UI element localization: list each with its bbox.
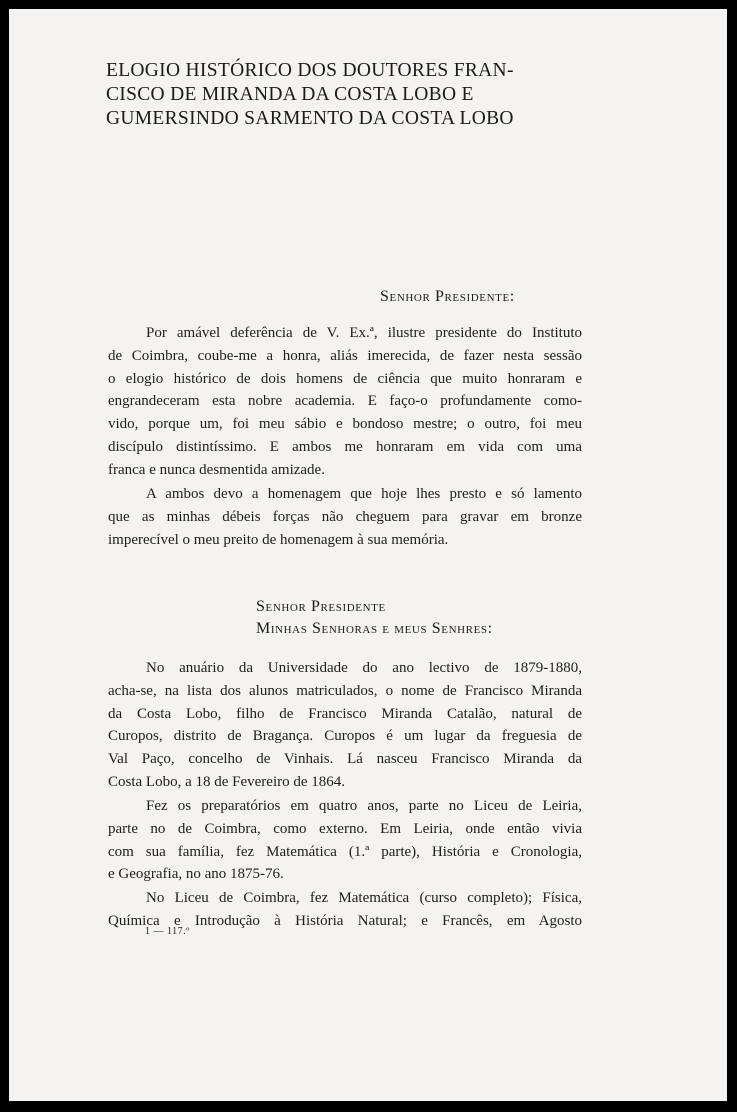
document-title	[106, 59, 606, 131]
text-line: Val Paço, concelho de Vinhais. Lá nasceu Francisco Miranda da	[108, 751, 582, 768]
text-line: Curopos, distrito de Bragança. Curopos é um lugar da freguesia de	[108, 728, 582, 745]
paragraph-4	[108, 795, 582, 886]
text-line: imperecível o meu preito de homenagem à sua memória.	[108, 531, 449, 548]
title-line: ELOGIO HISTÓRICO DOS DOUTORES FRAN-	[106, 60, 514, 81]
text-line: Costa Lobo, a 18 de Fevereiro de 1864.	[108, 773, 346, 790]
text-line: franca e nunca desmentida amizade.	[108, 461, 325, 478]
text-line: acha-se, na lista dos alunos matriculados, o nome de Francisco Miranda	[108, 682, 582, 699]
paragraph-3	[108, 657, 582, 794]
text-line: Química e Introdução à História Natural; e Francês, em Agosto	[108, 912, 582, 929]
text-line: engrandeceram esta nobre academia. E faço-o profundamente como-	[108, 393, 582, 410]
text-line: da Costa Lobo, filho de Francisco Miranda Catalão, natural de	[108, 705, 582, 722]
text-line: No anuário da Universidade do ano lectivo de 1879-1880,	[146, 660, 582, 676]
text-line: A ambos devo a homenagem que hoje lhes presto e só lamento	[146, 486, 582, 502]
text-line: discípulo distintíssimo. E ambos me honraram em vida com uma	[108, 438, 582, 455]
text-line: de Coimbra, coube-me a honra, aliás imerecida, de fazer nesta sessão	[108, 347, 582, 364]
text-line: vido, porque um, foi meu sábio e bondoso mestre; o outro, foi meu	[108, 416, 582, 433]
salutation-audience: Minhas Senhoras e meus Senhres:	[256, 620, 493, 637]
text-line: com sua família, fez Matemática (1.ª parte), História e Cronologia,	[108, 843, 582, 860]
signature-mark: 1 — 117.º	[145, 926, 190, 937]
title-line: GUMERSINDO SARMENTO DA COSTA LOBO	[106, 108, 514, 129]
text-line: No Liceu de Coimbra, fez Matemática (curso completo); Física,	[146, 890, 582, 906]
salutation-president: Senhor Presidente:	[380, 288, 515, 305]
paragraph-1	[108, 322, 582, 482]
text-line: parte no de Coimbra, como externo. Em Leiria, onde então vivia	[108, 820, 582, 837]
text-line: Fez os preparatórios em quatro anos, parte no Liceu de Leiria,	[146, 798, 582, 814]
text-line: o elogio histórico de dois homens de ciência que muito honraram e	[108, 370, 582, 387]
paragraph-2	[108, 483, 582, 551]
text-line: e Geografia, no ano 1875-76.	[108, 866, 284, 883]
salutation-president-2: Senhor Presidente	[256, 598, 386, 615]
document-page	[9, 9, 727, 1101]
title-line: CISCO DE MIRANDA DA COSTA LOBO E	[106, 84, 474, 105]
text-line: Por amável deferência de V. Ex.ª, ilustre presidente do Instituto	[146, 325, 582, 341]
text-line: que as minhas débeis forças não cheguem para gravar em bronze	[108, 508, 582, 525]
